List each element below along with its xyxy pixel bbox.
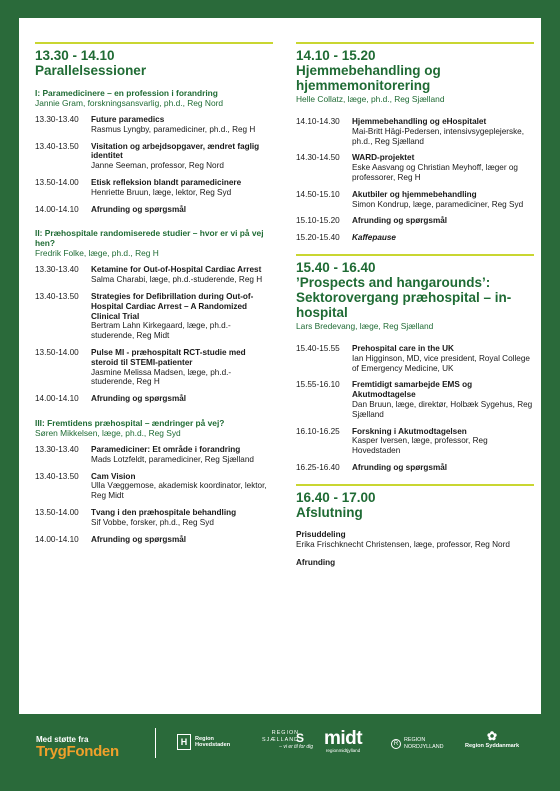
support-label: Med støtte fra: [36, 735, 89, 744]
programme-item: [35, 472, 273, 501]
region-nordjylland-logo: [391, 737, 444, 750]
item-speaker: Ulla Væggemose, akademisk koordinator, lektor, Reg Midt: [91, 481, 267, 501]
programme-item: [35, 508, 273, 528]
section-chair: Helle Collatz, læge, ph.d., Reg Sjælland: [296, 94, 445, 104]
programme-item: [296, 117, 534, 146]
item-time: 14.30-14.50: [296, 153, 340, 163]
item-title: Afrunding og spørgsmål: [91, 534, 187, 544]
section-time: 13.30 - 14.10: [35, 48, 115, 63]
item-time: 14.10-14.30: [296, 117, 340, 126]
programme-item: [35, 394, 273, 404]
item-speaker: Sif Vobbe, forsker, ph.d., Reg Syd: [91, 517, 214, 527]
sjaelland-tagline: – vi er til for dig: [279, 744, 314, 750]
item-title: Visitation og arbejdsopgaver, ændret faglig identitet: [91, 141, 260, 161]
item-title: Afrunding og spørgsmål: [352, 462, 448, 472]
item-speaker: Rasmus Lyngby, paramediciner, ph.d., Reg H: [91, 124, 256, 134]
divider-rule: [296, 484, 534, 486]
subsession-title: III: Fremtidens præhospital – ændringer på vej?: [35, 417, 225, 428]
region-syddanmark-logo: [465, 730, 519, 750]
item-title: Forskning i Akutmodtagelsen: [352, 426, 467, 436]
item-title: Prehospital care in the UK: [352, 343, 454, 353]
item-time: 14.00-14.10: [35, 534, 79, 544]
programme-item: [35, 445, 273, 465]
closing-label: Afrunding: [296, 558, 336, 568]
programme-item: [35, 535, 273, 545]
item-time: 14.00-14.10: [35, 394, 79, 404]
section-title: ’Prospects and hangarounds’: Sektorovergang præhospital – in-hospital: [296, 274, 512, 320]
midt-sub-label: regionmidtjylland: [325, 748, 361, 753]
item-time: 15.55-16.10: [296, 380, 340, 390]
programme-item: [35, 205, 273, 215]
region-sjaelland-logo: [262, 730, 313, 751]
subsession-title: I: Paramedicinere – en profession i forandring: [35, 88, 218, 98]
item-time: 13.50-14.00: [35, 507, 79, 517]
item-time: 13.30-13.40: [35, 115, 79, 124]
award-title: Prisuddeling: [296, 529, 346, 539]
section-title: Afslutning: [296, 504, 363, 520]
item-title: Fremtidigt samarbejde EMS og Akutmodtagelse: [352, 380, 473, 400]
item-time: 13.30-13.40: [35, 265, 79, 275]
programme-item: [296, 233, 534, 243]
section-title: Parallelsessioner: [35, 63, 147, 78]
region-midt-logo: [324, 729, 362, 754]
item-title: Strategies for Defibrillation during Out-of-Hospital Cardiac Arrest – A Randomized Clinical Trial: [91, 291, 254, 321]
item-title: Etisk refleksion blandt paramedicinere: [91, 177, 242, 187]
item-time: 13.40-13.50: [35, 141, 79, 151]
subsession-title: II: Præhospitale randomiserede studier – hvor er vi på vej hen?: [35, 228, 264, 249]
programme-item: [296, 153, 534, 182]
item-time: 14.00-14.10: [35, 204, 79, 214]
nordjylland-label: REGION NORDJYLLAND: [404, 737, 444, 750]
item-speaker: Salma Charabi, læge, ph.d.-studerende, Reg H: [91, 275, 263, 285]
syddanmark-label: Region Syddanmark: [465, 743, 520, 749]
programme-item: [296, 216, 534, 226]
item-time: 14.50-15.10: [296, 189, 340, 199]
left-column: [35, 42, 273, 551]
nordjylland-icon: R: [391, 739, 401, 749]
item-speaker: Kasper Iversen, læge, professor, Reg Hovedstaden: [352, 436, 488, 456]
right-column: [296, 42, 534, 568]
sjaelland-icon: S: [296, 731, 305, 745]
hovedstaden-label: Region Hovedstaden: [195, 735, 231, 748]
footer-divider: [155, 728, 156, 758]
item-speaker: Eske Aasvang og Christian Meyhoff, læger og professorer, Reg H: [352, 163, 518, 182]
programme-item: [296, 344, 534, 373]
programme-item: [35, 178, 273, 198]
hovedstaden-icon: H: [177, 734, 191, 750]
programme-item: [35, 348, 273, 387]
item-title: WARD-projektet: [352, 153, 415, 163]
section-time: 15.40 - 16.40: [296, 259, 376, 275]
item-time: 13.50-14.00: [35, 347, 79, 357]
subsession-chair: Søren Mikkelsen, læge, ph.d., Reg Syd: [35, 427, 181, 438]
divider-rule: [35, 42, 273, 44]
sjaelland-label: REGION SJÆLLAND: [262, 730, 300, 743]
programme-item: [35, 142, 273, 171]
item-time: 13.40-13.50: [35, 471, 79, 481]
programme-page: [19, 18, 541, 714]
item-title: Akutbiler og hjemmebehandling: [352, 189, 477, 199]
item-time: 15.20-15.40: [296, 233, 340, 243]
item-title: Ketamine for Out-of-Hospital Cardiac Arrest: [91, 265, 262, 275]
syddanmark-icon: ✿: [487, 729, 498, 743]
item-title: Pulse MI - præhospitalt RCT-studie med steroid til STEMI-patienter: [91, 347, 246, 367]
item-speaker: Ian Higginson, MD, vice president, Royal College of Emergency Medicine, UK: [352, 353, 530, 373]
item-speaker: Mads Lotzfeldt, paramediciner, Reg Sjælland: [91, 454, 254, 464]
item-time: 13.50-14.00: [35, 177, 79, 187]
item-title: Kaffepause: [352, 233, 396, 243]
item-title: Afrunding og spørgsmål: [91, 394, 187, 404]
section-time: 14.10 - 15.20: [296, 48, 376, 63]
item-time: 16.10-16.25: [296, 426, 340, 436]
section-time: 16.40 - 17.00: [296, 489, 376, 505]
item-speaker: Henriette Bruun, læge, lektor, Reg Syd: [91, 187, 232, 197]
item-speaker: Bertram Lahn Kirkegaard, læge, ph.d.-studerende, Reg Midt: [91, 321, 231, 341]
item-title: Afrunding og spørgsmål: [91, 204, 187, 214]
programme-item: [35, 115, 273, 135]
item-speaker: Simon Kondrup, læge, paramediciner, Reg Syd: [352, 199, 524, 209]
programme-item: [35, 292, 273, 341]
section-title: Hjemmebehandling og hjemmemonitorering: [296, 63, 441, 93]
section-chair: Lars Bredevang, læge, Reg Sjælland: [296, 320, 434, 331]
item-speaker: Janne Seeman, professor, Reg Nord: [91, 161, 224, 171]
programme-item: [296, 427, 534, 456]
item-title: Cam Vision: [91, 471, 136, 481]
item-time: 15.10-15.20: [296, 216, 340, 226]
subsession-chair: Jannie Gram, forskningsansvarlig, ph.d., Reg Nord: [35, 98, 224, 108]
trygfonden-logo: TrygFonden: [36, 743, 119, 760]
divider-rule: [296, 254, 534, 256]
item-title: Tvang i den præhospitale behandling: [91, 507, 237, 517]
item-title: Afrunding og spørgsmål: [352, 216, 448, 226]
programme-item: [296, 380, 534, 419]
subsession-chair: Fredrik Folke, læge, ph.d., Reg H: [35, 248, 159, 259]
item-title: Future paramedics: [91, 115, 165, 124]
item-title: Hjemmebehandling og eHospitalet: [352, 117, 487, 126]
item-speaker: Mai-Britt Hägi-Pedersen, intensivsygeplejerske, ph.d., Reg Sjælland: [352, 126, 525, 146]
divider-rule: [296, 42, 534, 44]
item-time: 13.40-13.50: [35, 291, 79, 301]
region-hovedstaden-logo: [177, 734, 230, 750]
award-speaker: Erika Frischknecht Christensen, læge, professor, Reg Nord: [296, 539, 510, 549]
item-speaker: Jasmine Melissa Madsen, læge, ph.d.-studerende, Reg H: [91, 367, 232, 387]
sponsor-footer: [0, 714, 560, 791]
item-title: Paramediciner: Et område i forandring: [91, 444, 241, 454]
item-speaker: Dan Bruun, læge, direktør, Holbæk Sygehus, Reg Sjælland: [352, 399, 533, 419]
item-time: 16.25-16.40: [296, 462, 340, 472]
programme-item: [296, 463, 534, 473]
programme-item: [35, 265, 273, 285]
item-time: 15.40-15.55: [296, 343, 340, 353]
midt-label: midt: [324, 728, 363, 749]
programme-item: [296, 190, 534, 210]
item-time: 13.30-13.40: [35, 444, 79, 454]
award-block: [296, 530, 534, 568]
